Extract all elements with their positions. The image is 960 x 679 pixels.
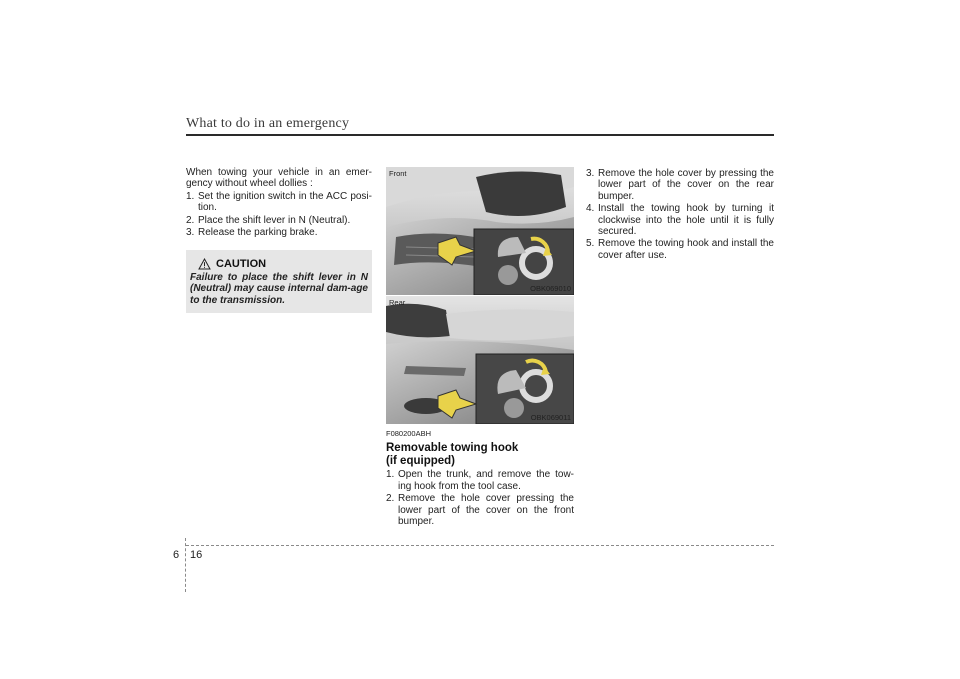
figure-code-front: OBK069010	[530, 284, 571, 293]
step-text: Release the parking brake.	[198, 227, 318, 239]
step-text: Set the ignition switch in the ACC posi-tion.	[198, 190, 372, 214]
front-bumper-drawing	[386, 167, 574, 295]
section-heading-line: (if equipped)	[386, 454, 455, 467]
step-number: 2.	[186, 214, 195, 226]
step-number: 3.	[186, 227, 195, 239]
step-text: Remove the hole cover pressing the lower part of the cover on the front bumper.	[398, 493, 574, 528]
chapter-number: 6	[173, 549, 180, 561]
front-bumper-illustration	[386, 167, 574, 295]
rear-bumper-drawing	[386, 296, 574, 424]
footer-rule	[186, 545, 774, 546]
towing-steps-list	[186, 191, 372, 239]
footer-divider	[185, 538, 186, 592]
list-item	[386, 469, 574, 492]
right-column	[586, 167, 774, 261]
page-number: 16	[190, 549, 203, 561]
caution-header	[198, 258, 266, 270]
figure-label-front: Front	[389, 169, 407, 178]
figure-label-rear: Rear	[389, 298, 406, 307]
list-item	[186, 215, 372, 226]
figure-code-rear: OBK069011	[530, 413, 571, 422]
intro-paragraph: When towing your vehicle in an emer-gency without wheel dollies :	[186, 167, 372, 190]
step-number: 4.	[586, 203, 595, 215]
list-item	[186, 191, 372, 214]
caution-text: Failure to place the shift lever in N (Neutral) may cause internal dam-age to the transmission.	[190, 272, 368, 306]
towing-hook-steps-list-continued	[586, 168, 774, 261]
step-text: Install the towing hook by turning it clockwise into the hole until it is fully secured.	[598, 203, 774, 238]
list-item	[386, 493, 574, 527]
rear-bumper-illustration	[386, 296, 574, 424]
step-number: 2.	[386, 493, 395, 505]
caution-title: CAUTION	[216, 258, 267, 270]
left-column	[186, 167, 372, 238]
list-item	[186, 227, 372, 238]
towing-hook-steps-list	[386, 469, 574, 527]
header-rule	[186, 134, 774, 136]
step-text: Remove the hole cover by pressing the lower part of the cover on the rear bumper.	[598, 168, 774, 202]
step-text: Remove the towing hook and install the cover after use.	[598, 238, 774, 261]
list-item	[586, 238, 774, 261]
step-number: 3.	[586, 168, 595, 179]
step-text: Open the trunk, and remove the tow-ing hook from the tool case.	[398, 469, 574, 492]
step-number: 1.	[186, 190, 195, 202]
list-item	[586, 203, 774, 237]
section-heading	[386, 442, 574, 467]
middle-column	[386, 428, 574, 527]
page-header-title: What to do in an emergency	[186, 116, 350, 131]
section-code: F080200ABH	[386, 429, 432, 438]
list-item	[586, 168, 774, 202]
step-text: Place the shift lever in N (Neutral).	[198, 214, 351, 226]
section-heading-line: Removable towing hook	[386, 442, 519, 455]
warning-triangle-icon	[198, 258, 211, 270]
step-number: 1.	[386, 469, 395, 481]
step-number: 5.	[586, 238, 595, 250]
caution-box	[186, 250, 372, 313]
